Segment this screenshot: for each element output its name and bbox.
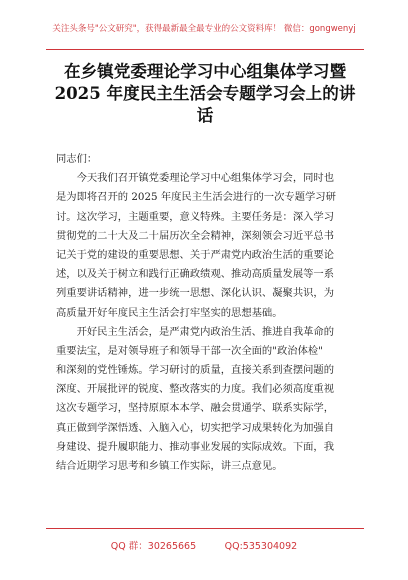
body-line: 讨。这次学习，主题重要，意义特殊。主要任务是：深入学习 [56, 210, 335, 223]
body-line: 身建设、提升履职能力、推动事业发展的实际成效。下面，我 [56, 440, 335, 453]
footer-contact-text: QQ 群：30265665 QQ:535304092 [110, 541, 298, 552]
salutation: 同志们： [56, 153, 98, 165]
body-line: 这次专题学习，坚持原原本本学、融会贯通学、联系实际学， [56, 402, 335, 415]
body-line: 和深刻的党性锤炼。学习研讨的质量，直接关系到查摆问题的 [56, 364, 335, 377]
body-line: 今天我们召开镇党委理论学习中心组集体学习会，同时也 [56, 172, 335, 185]
body-line: 深度、开展批评的锐度、整改落实的力度。我们必须高度重视 [56, 383, 335, 396]
header-promo-text: 关注头条号"公文研究"，获得最新最全最专业的公文资料库！ 微信：gongwenyj [52, 24, 356, 34]
page-header [0, 0, 408, 56]
body-line: 开好民主生活会，是严肃党内政治生活、推进自我革命的 [56, 325, 335, 338]
title-line: 2025 年度民主生活会专题学习会上的讲 [54, 83, 356, 103]
body-line: 结合近期学习思考和乡镇工作实际，讲三点意见。 [56, 460, 283, 472]
body-line: 列重要讲话精神，进一步统一思想、深化认识、凝聚共识，为 [56, 287, 335, 300]
footer-divider [46, 528, 364, 529]
body-line: 是为即将召开的 2025 年度民主生活会进行的一次专题学习研 [56, 191, 336, 204]
body-line: 述，以及关于树立和践行正确政绩观、推动高质量发展等一系 [56, 268, 335, 281]
body-line: 贯彻党的二十大及二十届历次全会精神，深刻领会习近平总书 [56, 229, 335, 242]
title-line: 话 [196, 105, 214, 125]
body-line: 重要法宝，是对领导班子和领导干部一次全面的"政治体检" [56, 344, 323, 357]
document-body [56, 150, 360, 476]
body-line: 高质量开好年度民主生活会打牢坚实的思想基础。 [56, 306, 283, 319]
body-line: 真正做到学深悟透、入脑入心，切实把学习成果转化为加强自 [56, 421, 335, 434]
header-divider [46, 49, 364, 50]
document-title [50, 60, 360, 126]
title-line: 在乡镇党委理论学习中心组集体学习暨 [63, 61, 347, 81]
body-line: 记关于党的建设的重要思想、关于严肃党内政治生活的重要论 [56, 248, 335, 261]
